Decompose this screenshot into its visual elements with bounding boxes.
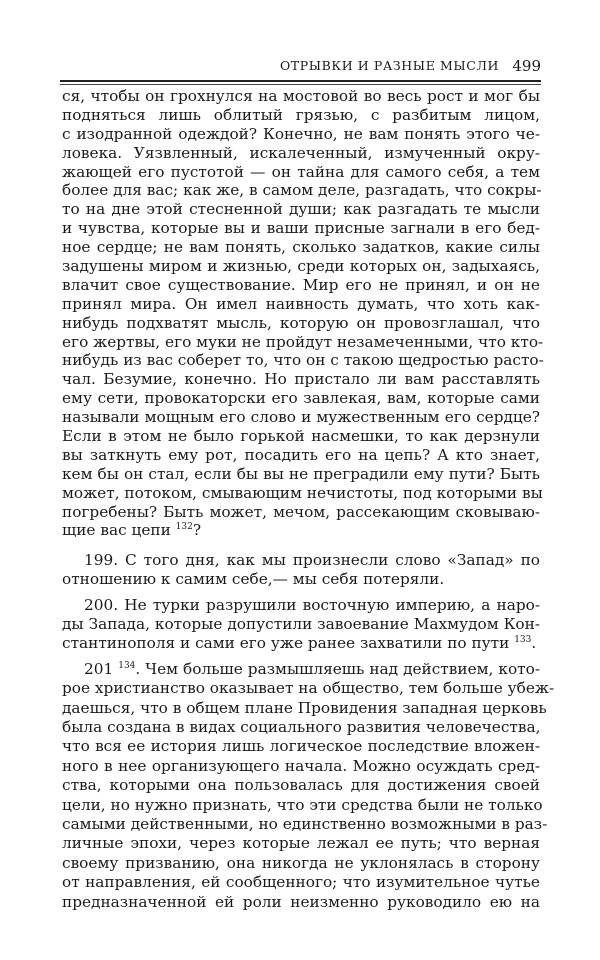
text-line: то на дне этой стесненной души; как разгадать те мысли — [62, 200, 540, 219]
text-line: стантинополя и сами его уже ранее захватили по пути $^{133}$. — [62, 633, 537, 652]
running-title: ОТРЫВКИ И РАЗНЫЕ МЫСЛИ — [279, 58, 499, 73]
text-line: 199. С того дня, как мы произнесли слово «Запад» по — [84, 551, 540, 570]
text-line: подняться лишь облитый грязью, с разбитым лицом, — [62, 105, 540, 124]
header-rule — [60, 80, 541, 82]
paragraph-201 — [62, 659, 555, 912]
text-line: отношению к самим себе,— мы себя потеряли. — [62, 570, 445, 589]
text-line: что вся ее история лишь логическое последствие вложен- — [62, 737, 540, 756]
text-line: называли мощным его слово и мужественным его сердце? — [62, 408, 540, 427]
text-line: может, потоком, смывающим нечистоты, под которыми вы — [62, 483, 543, 502]
running-header — [60, 58, 541, 78]
text-line: более для вас; как же, в самом деле, разгадать, что сокры- — [62, 181, 542, 200]
text-line: кем бы он стал, если бы вы не преградили ему пути? Быть — [62, 464, 540, 483]
footnote-ref: 133 — [514, 634, 532, 645]
text-line: чал. Безумие, конечно. Но пристало ли вам расставлять — [62, 370, 540, 389]
text-line: ного в нее организующего начала. Можно осуждать сред- — [62, 756, 540, 775]
page-body — [62, 87, 555, 912]
text-line: даешься, что в общем плане Провидения западная церковь — [62, 698, 547, 717]
text-line: рое христианство оказывает на общество, тем больше убеж- — [62, 679, 555, 698]
text-line: была создана в видах социального развития человечества, — [62, 718, 541, 736]
text-line: щие вас цепи $^{132}$? — [62, 521, 202, 540]
text-line: погребены? Быть может, мечом, рассекающим сковываю- — [62, 502, 540, 521]
text-line: 200. Не турки разрушили восточную империю, а наро- — [84, 596, 540, 615]
paragraph-199 — [62, 551, 540, 589]
text-line: цели, но нужно признать, что эти средства были не только — [62, 795, 543, 814]
text-line: личные эпохи, через которые лежал ее путь; что верная — [62, 834, 540, 853]
text-line: влачит свое существование. Мир его не принял, и он не — [62, 275, 540, 294]
text-line: нибудь подхватят мысль, которую он провозглашал, что — [62, 313, 540, 332]
text-line: ся, чтобы он грохнулся на мостовой во весь рост и мог бы — [62, 87, 540, 105]
text-line: вы заткнуть ему рот, посадить его на цепь? А кто знает, — [62, 445, 540, 464]
footnote-ref: 134 — [118, 660, 136, 671]
paragraph-cont — [62, 87, 544, 540]
text-line: нибудь из вас соберет то, что он с такою щедростью расто- — [62, 351, 544, 370]
text-line: ему сети, провокаторски его завлекая, вам, которые сами — [62, 389, 540, 408]
text-line: 201 $^{134}$. Чем больше размышляешь над действием, кото- — [84, 659, 541, 678]
text-line: самыми действенными, но единственно возможными в раз- — [62, 814, 548, 833]
text-line: от направления, ей сообщенного; что изумительное чутье — [62, 873, 540, 892]
text-line: ное сердце; не вам понять, сколько задатков, какие силы — [62, 238, 540, 257]
header-rule-thin — [60, 84, 541, 85]
text-line: ства, которыми она пользовалась для достижения своей — [62, 776, 540, 795]
text-line: задушены миром и жизнью, среди которых он, задыхаясь, — [62, 257, 540, 276]
text-line: жающей его пустотой — он тайна для самого себя, а тем — [62, 162, 540, 181]
text-line: своему призванию, она никогда не уклонялась в сторону — [62, 853, 540, 872]
text-line: ловека. Уязвленный, искалеченный, измученный окру- — [62, 143, 540, 162]
text-line: предназначенной ей роли неизменно руководило ею на — [62, 892, 540, 911]
text-line: Если в этом не было горькой насмешки, то как дерзнули — [62, 427, 540, 446]
text-line: и чувства, которые вы и ваши присные загнали в его бед- — [62, 219, 540, 238]
paragraph-200 — [62, 596, 540, 653]
text-line: принял мира. Он имел наивность думать, что хоть как- — [62, 294, 540, 313]
page-number: 499 — [512, 57, 541, 75]
text-line: его жертвы, его муки не пройдут незамеченными, что кто- — [62, 332, 544, 351]
footnote-ref: 132 — [175, 522, 193, 533]
text-line: с изодранной одеждой? Конечно, не вам понять этого че- — [62, 124, 540, 143]
text-line: ды Запада, которые допустили завоевание Махмудом Кон- — [62, 615, 540, 634]
